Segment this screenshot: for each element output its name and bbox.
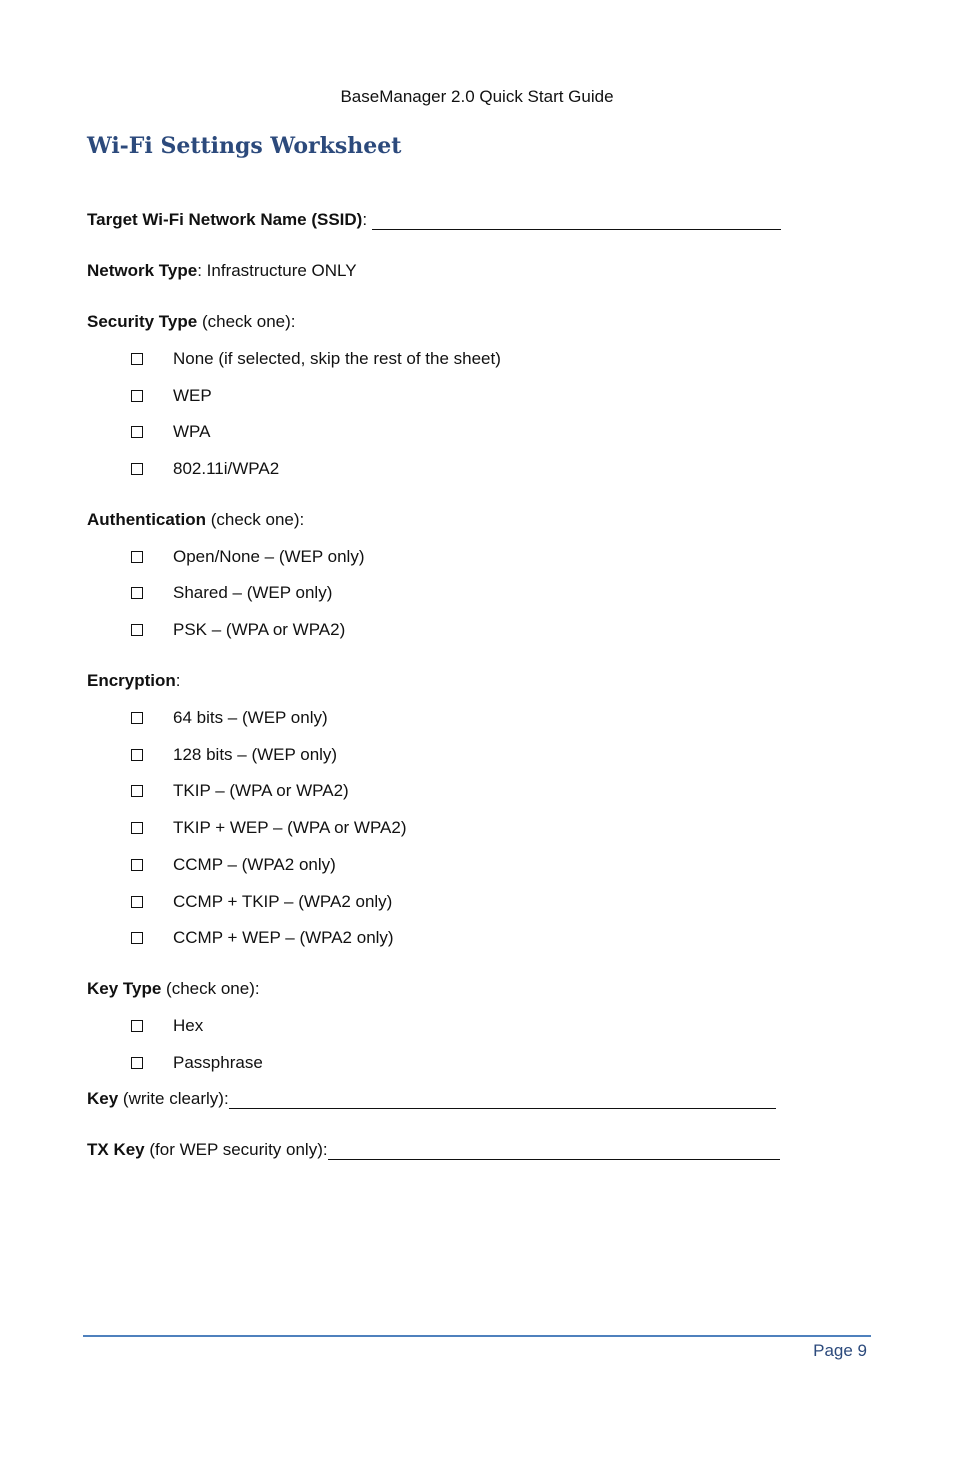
key-type-option-hex[interactable] (131, 1016, 204, 1036)
security-type-note: (check one): (197, 312, 296, 331)
option-label: Hex (173, 1016, 204, 1035)
checkbox[interactable] (131, 587, 143, 599)
checkbox[interactable] (131, 822, 143, 834)
checkbox[interactable] (131, 1057, 143, 1069)
key-type-heading (87, 979, 260, 999)
checkbox[interactable] (131, 390, 143, 402)
checkbox[interactable] (131, 712, 143, 724)
checkbox[interactable] (131, 749, 143, 761)
security-option-wpa2[interactable] (131, 459, 280, 479)
option-label: 128 bits – (WEP only) (173, 745, 338, 764)
checkbox[interactable] (131, 426, 143, 438)
tx-key-note: (for WEP security only): (144, 1140, 328, 1159)
network-type-row (87, 261, 357, 281)
page-title: Wi-Fi Settings Worksheet (87, 133, 402, 159)
tx-key-blank-line[interactable] (328, 1141, 780, 1160)
option-label: WPA (173, 422, 211, 441)
encryption-option-tkip[interactable] (131, 781, 349, 801)
encryption-option-tkip-wep[interactable] (131, 818, 407, 838)
tx-key-row (87, 1140, 780, 1160)
authentication-label: Authentication (87, 510, 206, 529)
security-option-wpa[interactable] (131, 422, 211, 442)
option-label: 64 bits – (WEP only) (173, 708, 328, 727)
option-label: 802.11i/WPA2 (173, 459, 280, 478)
checkbox[interactable] (131, 932, 143, 944)
option-label: Passphrase (173, 1053, 263, 1072)
encryption-option-ccmp-tkip[interactable] (131, 892, 393, 912)
checkbox[interactable] (131, 624, 143, 636)
encryption-option-ccmp[interactable] (131, 855, 336, 875)
key-label: Key (87, 1089, 119, 1108)
checkbox[interactable] (131, 463, 143, 475)
network-type-label: Network Type (87, 261, 198, 280)
key-type-label: Key Type (87, 979, 162, 998)
page-number: Page 9 (813, 1341, 867, 1360)
ssid-row (87, 210, 781, 230)
key-note: (write clearly): (118, 1089, 229, 1108)
option-label: None (if selected, skip the rest of the sheet) (173, 349, 501, 368)
option-label: Shared – (WEP only) (173, 583, 333, 602)
authentication-note: (check one): (206, 510, 305, 529)
authentication-option-psk[interactable] (131, 620, 346, 640)
checkbox[interactable] (131, 896, 143, 908)
ssid-colon: : (362, 210, 368, 229)
option-label: PSK – (WPA or WPA2) (173, 620, 346, 639)
key-type-option-passphrase[interactable] (131, 1053, 263, 1073)
checkbox[interactable] (131, 1020, 143, 1032)
option-label: TKIP – (WPA or WPA2) (173, 781, 349, 800)
encryption-option-128bit[interactable] (131, 745, 338, 765)
ssid-blank-line[interactable] (372, 211, 781, 230)
encryption-option-64bit[interactable] (131, 708, 328, 728)
encryption-note: : (175, 671, 181, 690)
checkbox[interactable] (131, 551, 143, 563)
ssid-label: Target Wi-Fi Network Name (SSID) (87, 210, 363, 229)
network-type-value: : Infrastructure ONLY (197, 261, 357, 280)
encryption-label: Encryption (87, 671, 176, 690)
security-option-none[interactable] (131, 349, 501, 369)
key-blank-line[interactable] (229, 1090, 776, 1109)
footer-divider (83, 1335, 871, 1337)
checkbox[interactable] (131, 353, 143, 365)
checkbox[interactable] (131, 785, 143, 797)
option-label: Open/None – (WEP only) (173, 547, 365, 566)
security-type-heading (87, 312, 296, 332)
authentication-option-open[interactable] (131, 547, 365, 567)
option-label: WEP (173, 386, 212, 405)
key-type-note: (check one): (161, 979, 260, 998)
security-option-wep[interactable] (131, 386, 212, 406)
key-row (87, 1089, 776, 1109)
encryption-heading (87, 671, 181, 691)
option-label: TKIP + WEP – (WPA or WPA2) (173, 818, 407, 837)
encryption-option-ccmp-wep[interactable] (131, 928, 394, 948)
tx-key-label: TX Key (87, 1140, 145, 1159)
checkbox[interactable] (131, 859, 143, 871)
authentication-option-shared[interactable] (131, 583, 333, 603)
option-label: CCMP – (WPA2 only) (173, 855, 336, 874)
option-label: CCMP + WEP – (WPA2 only) (173, 928, 394, 947)
document-header: BaseManager 2.0 Quick Start Guide (340, 87, 614, 106)
security-type-label: Security Type (87, 312, 198, 331)
option-label: CCMP + TKIP – (WPA2 only) (173, 892, 393, 911)
authentication-heading (87, 510, 304, 530)
